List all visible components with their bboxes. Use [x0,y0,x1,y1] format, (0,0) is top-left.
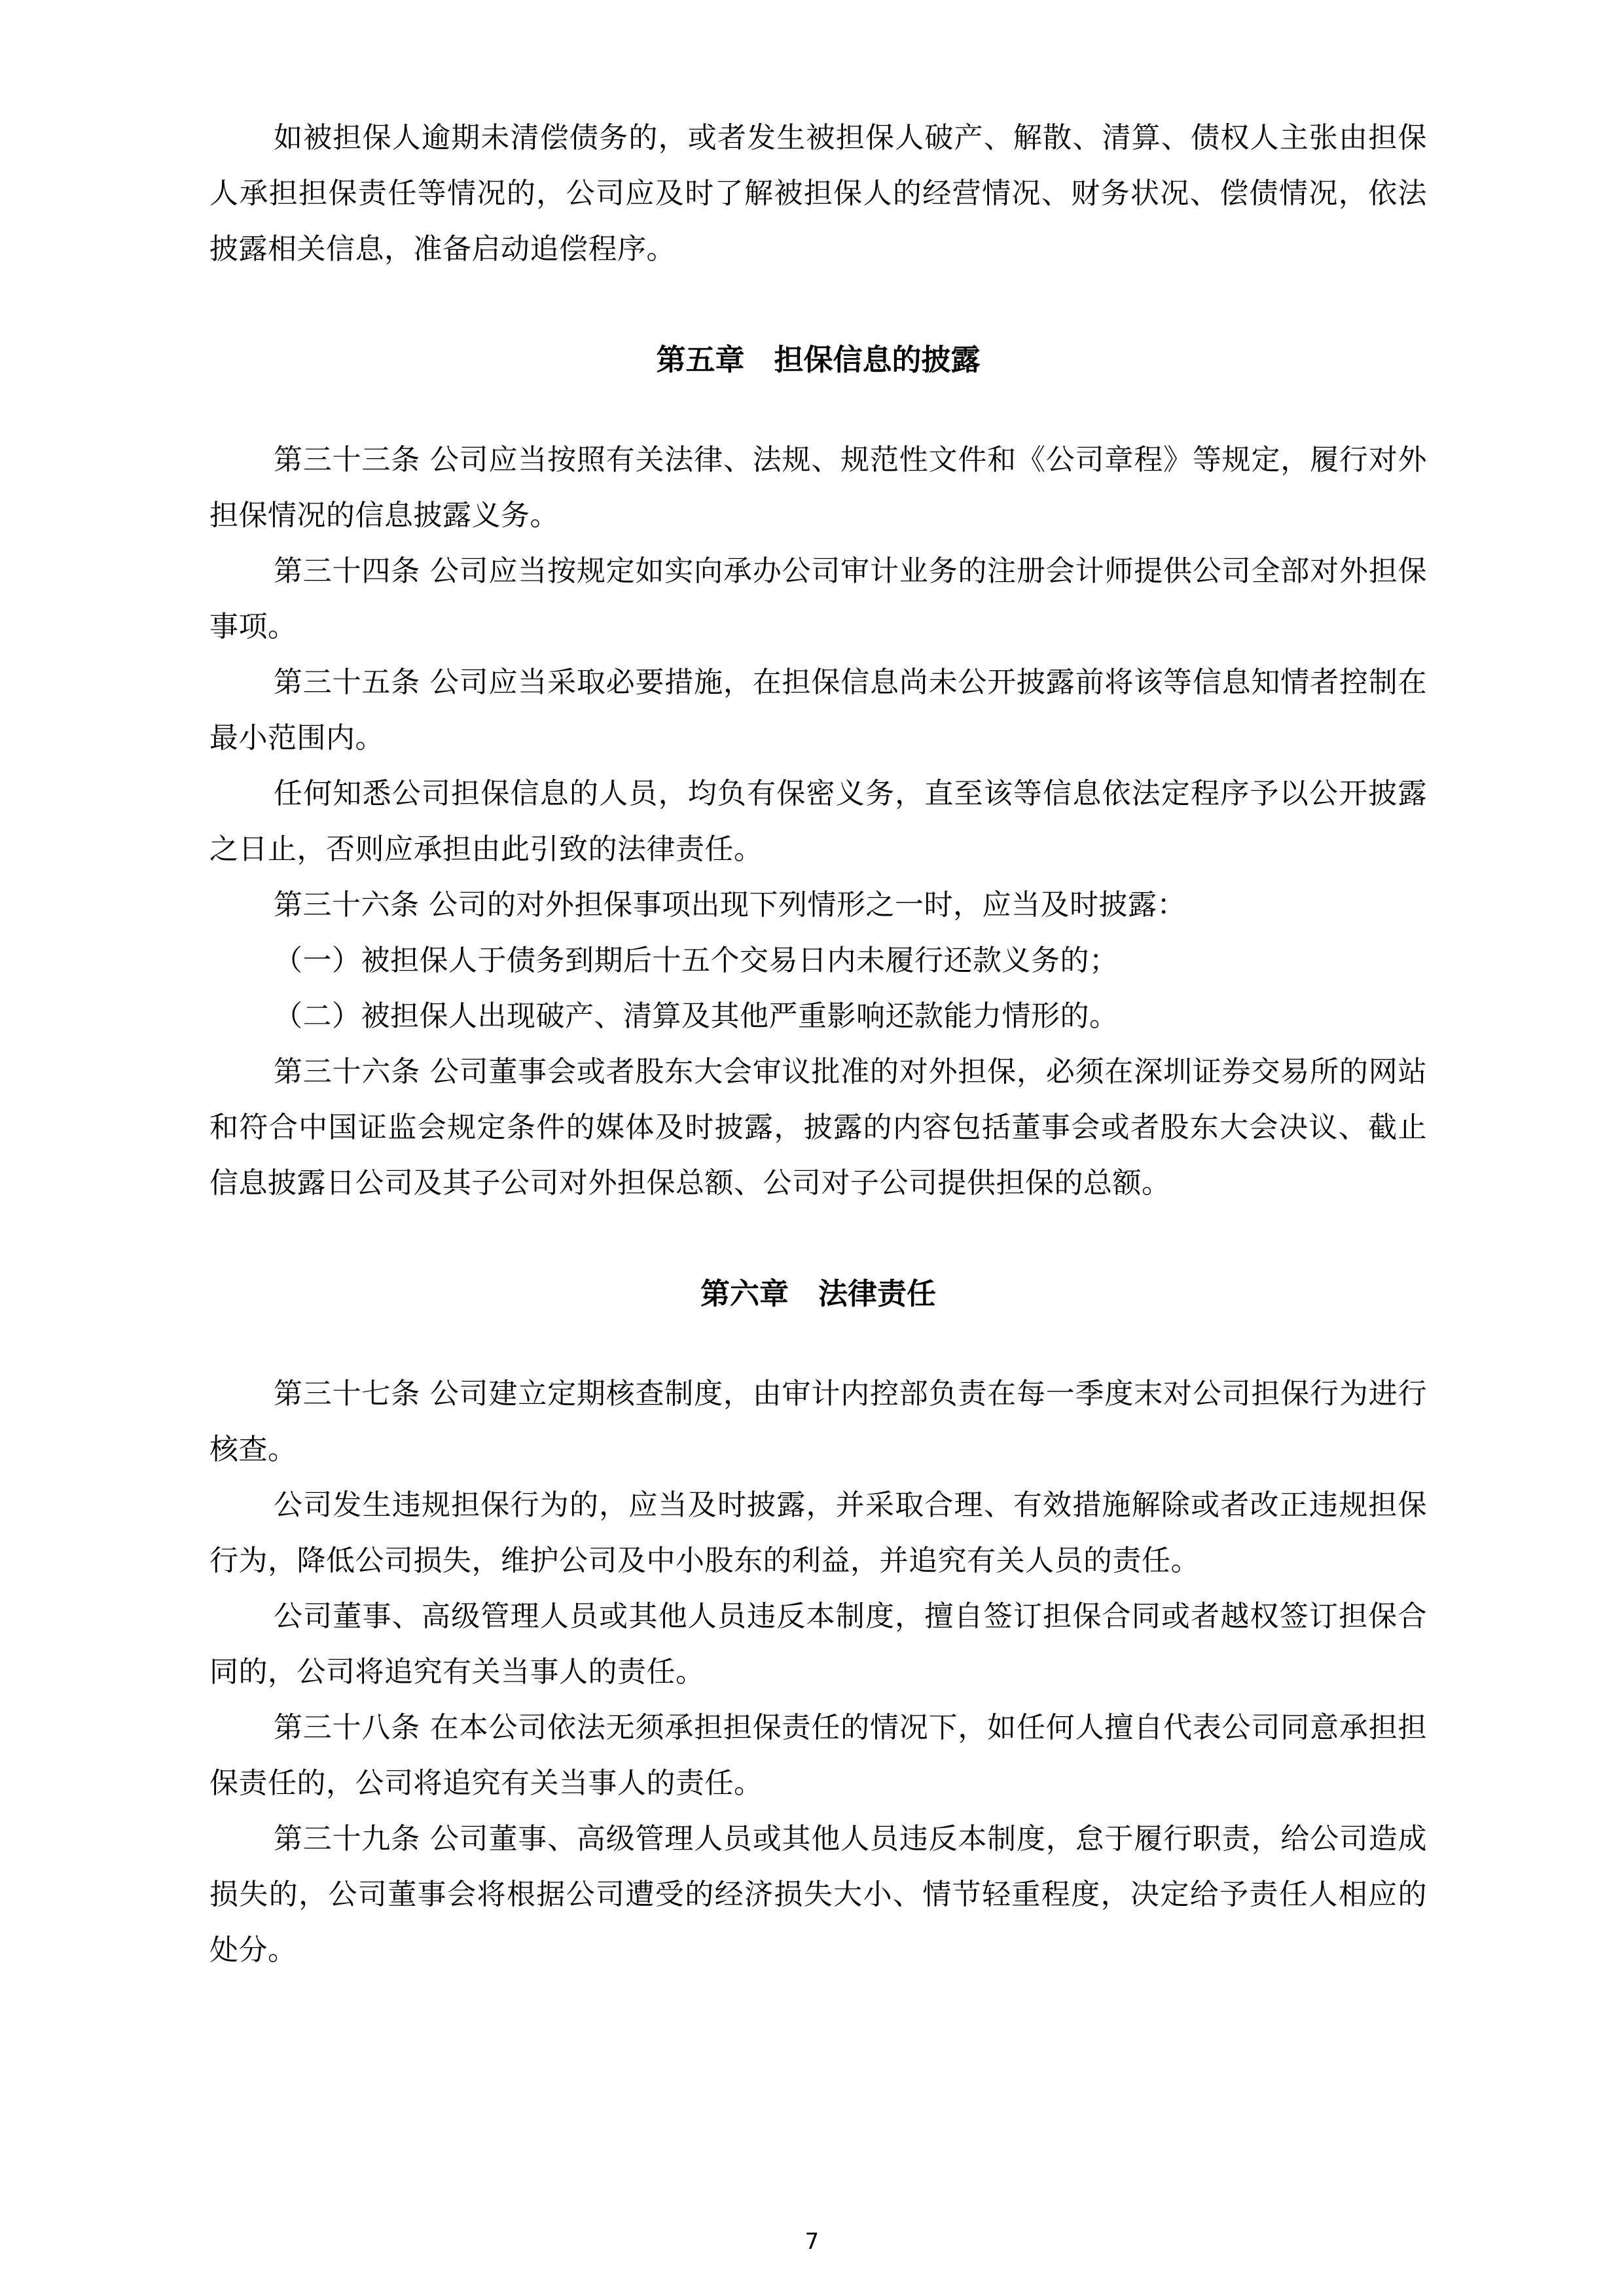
section-spacer [209,1321,1427,1366]
article-39-paragraph: 第三十九条 公司董事、高级管理人员或其他人员违反本制度，怠于履行职责，给公司造成损失的，公司董事会将根据公司遭受的经济损失大小、情节轻重程度，决定给予责任人相应的处分。 [209,1822,1427,1967]
page-number: 7 [804,2229,820,2255]
body-paragraph: 如被担保人逾期未清偿债务的，或者发生被担保人破产、解散、清算、债权人主张由担保人承担担保责任等情况的，公司应及时了解被担保人的经营情况、财务状况、偿债情况，依法披露相关信息，准备启动追偿程序。 [209,121,1427,266]
article-36-paragraph: 第三十六条 公司的对外担保事项出现下列情形之一时，应当及时披露： [274,888,1186,922]
section-spacer [209,387,1427,432]
document-page [209,110,1427,1978]
unauthorized-contract-paragraph: 公司董事、高级管理人员或其他人员违反本制度，擅自签订担保合同或者越权签订担保合同的，公司将追究有关当事人的责任。 [209,1600,1427,1689]
section-spacer [209,277,1427,332]
confidentiality-paragraph: 任何知悉公司担保信息的人员，均负有保密义务，直至该等信息依法定程序予以公开披露之日止，否则应承担由此引致的法律责任。 [209,777,1427,866]
violation-paragraph: 公司发生违规担保行为的，应当及时披露，并采取合理、有效措施解除或者改正违规担保行为，降低公司损失，维护公司及中小股东的利益，并追究有关人员的责任。 [209,1488,1427,1577]
article-37-paragraph: 第三十七条 公司建立定期核查制度，由审计内控部负责在每一季度末对公司担保行为进行核查。 [209,1377,1427,1466]
list-item-1: （一）被担保人于债务到期后十五个交易日内未履行还款义务的； [274,944,1119,977]
chapter-5-heading: 第五章 担保信息的披露 [656,342,981,377]
article-34-paragraph: 第三十四条 公司应当按规定如实向承办公司审计业务的注册会计师提供公司全部对外担保事项。 [209,554,1427,643]
article-36b-paragraph: 第三十六条 公司董事会或者股东大会审议批准的对外担保，必须在深圳证券交易所的网站和符合中国证监会规定条件的媒体及时披露，披露的内容包括董事会或者股东大会决议、截止信息披露日公司及其子公司对外担保总额、公司对子公司提供担保的总额。 [209,1055,1427,1200]
article-33-paragraph: 第三十三条 公司应当按照有关法律、法规、规范性文件和《公司章程》等规定，履行对外担保情况的信息披露义务。 [209,443,1427,532]
article-35-paragraph: 第三十五条 公司应当采取必要措施，在担保信息尚未公开披露前将该等信息知情者控制在最小范围内。 [209,666,1427,755]
article-38-paragraph: 第三十八条 在本公司依法无须承担担保责任的情况下，如任何人擅自代表公司同意承担担保责任的，公司将追究有关当事人的责任。 [209,1711,1427,1800]
section-spacer [209,1211,1427,1266]
list-item-2: （二）被担保人出现破产、清算及其他严重影响还款能力情形的。 [274,999,1119,1033]
chapter-6-heading: 第六章 法律责任 [700,1276,936,1311]
